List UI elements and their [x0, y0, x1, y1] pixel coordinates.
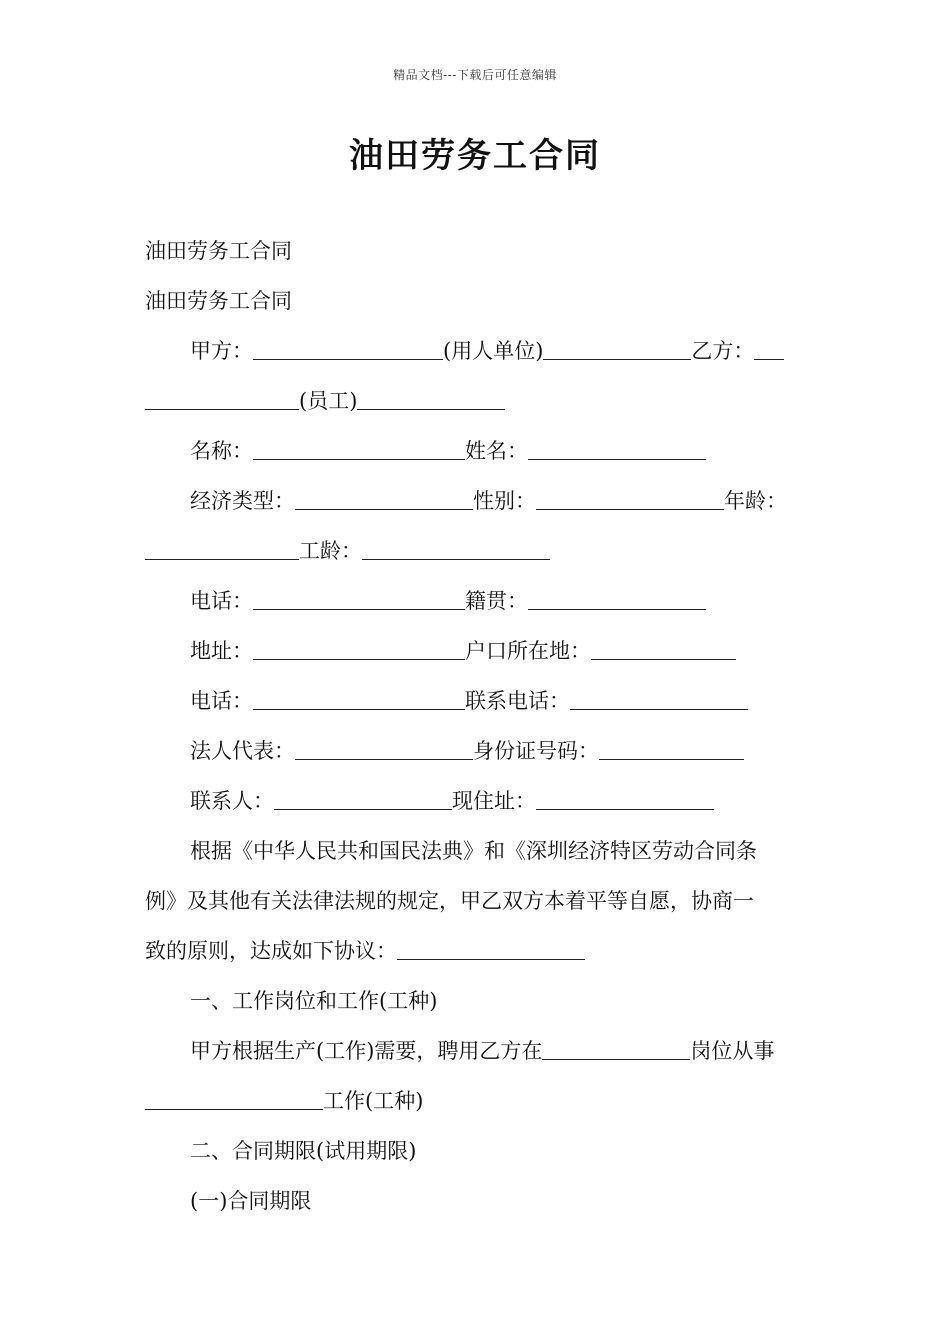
- fill-in-blank[interactable]: [754, 341, 784, 360]
- line-text: 姓名：: [465, 439, 528, 463]
- body-line: [145, 1126, 807, 1176]
- line-text: 电话：: [190, 589, 253, 613]
- line-text: 现住址：: [452, 789, 536, 813]
- body-line: [145, 726, 807, 776]
- line-text: 性别：: [473, 489, 536, 513]
- fill-in-blank[interactable]: [536, 491, 724, 510]
- body-line: [145, 876, 807, 926]
- line-text: 二、合同期限(试用期限): [190, 1139, 417, 1163]
- body-line: [145, 1026, 807, 1076]
- body-line: [145, 326, 807, 376]
- body-line: [145, 376, 807, 426]
- body-line: [145, 926, 807, 976]
- line-text: 油田劳务工合同: [145, 289, 292, 313]
- body-line: [145, 576, 807, 626]
- fill-in-blank[interactable]: [145, 1091, 323, 1110]
- line-text: 甲方：: [190, 339, 253, 363]
- line-text: (员工): [299, 389, 358, 413]
- body-line: [145, 676, 807, 726]
- line-text: 甲方根据生产(工作)需要，聘用乙方在: [190, 1039, 543, 1063]
- fill-in-blank[interactable]: [357, 391, 505, 410]
- fill-in-blank[interactable]: [397, 941, 585, 960]
- line-text: 名称：: [190, 439, 253, 463]
- fill-in-blank[interactable]: [253, 691, 465, 710]
- line-text: 致的原则，达成如下协议：: [145, 939, 397, 963]
- fill-in-blank[interactable]: [145, 541, 299, 560]
- line-text: 工龄：: [299, 539, 362, 563]
- document-body: [145, 226, 807, 1226]
- fill-in-blank[interactable]: [599, 741, 744, 760]
- fill-in-blank[interactable]: [543, 341, 691, 360]
- header-note: 精品文档---下载后可任意编辑: [393, 68, 557, 82]
- body-line: [145, 1076, 807, 1126]
- line-text: 电话：: [190, 689, 253, 713]
- fill-in-blank[interactable]: [542, 1041, 690, 1060]
- body-line: [145, 526, 807, 576]
- line-text: 法人代表：: [190, 739, 295, 763]
- line-text: 经济类型：: [190, 489, 295, 513]
- line-text: (一)合同期限: [190, 1189, 312, 1213]
- line-text: 岗位从事: [690, 1039, 775, 1063]
- fill-in-blank[interactable]: [536, 791, 714, 810]
- line-text: 籍贯：: [465, 589, 528, 613]
- line-text: 地址：: [190, 639, 253, 663]
- fill-in-blank[interactable]: [295, 741, 473, 760]
- fill-in-blank[interactable]: [253, 341, 443, 360]
- fill-in-blank[interactable]: [145, 391, 299, 410]
- line-text: 根据《中华人民共和国民法典》和《深圳经济特区劳动合同条: [190, 839, 757, 863]
- fill-in-blank[interactable]: [362, 541, 550, 560]
- body-line: [145, 1176, 807, 1226]
- body-line: [145, 626, 807, 676]
- body-line: [145, 776, 807, 826]
- body-line: [145, 276, 807, 326]
- line-text: 乙方：: [691, 339, 755, 363]
- line-text: 身份证号码：: [473, 739, 599, 763]
- document-title: 油田劳务工合同: [349, 136, 601, 176]
- fill-in-blank[interactable]: [528, 441, 706, 460]
- body-line: [145, 476, 807, 526]
- line-text: 年龄：: [724, 489, 787, 513]
- fill-in-blank[interactable]: [591, 641, 736, 660]
- line-text: 一、工作岗位和工作(工种): [190, 989, 438, 1013]
- body-line: [145, 976, 807, 1026]
- fill-in-blank[interactable]: [274, 791, 452, 810]
- line-text: 联系人：: [190, 789, 274, 813]
- body-line: [145, 826, 807, 876]
- body-line: [145, 226, 807, 276]
- fill-in-blank[interactable]: [253, 441, 465, 460]
- fill-in-blank[interactable]: [295, 491, 473, 510]
- line-text: 工作(工种): [323, 1089, 424, 1113]
- line-text: 油田劳务工合同: [145, 239, 292, 263]
- fill-in-blank[interactable]: [253, 641, 465, 660]
- line-text: 户口所在地：: [465, 639, 591, 663]
- line-text: 例》及其他有关法律法规的规定，甲乙双方本着平等自愿，协商一: [145, 889, 754, 913]
- fill-in-blank[interactable]: [570, 691, 748, 710]
- line-text: (用人单位): [443, 339, 544, 363]
- body-line: [145, 426, 807, 476]
- fill-in-blank[interactable]: [528, 591, 706, 610]
- line-text: 联系电话：: [465, 689, 570, 713]
- fill-in-blank[interactable]: [253, 591, 465, 610]
